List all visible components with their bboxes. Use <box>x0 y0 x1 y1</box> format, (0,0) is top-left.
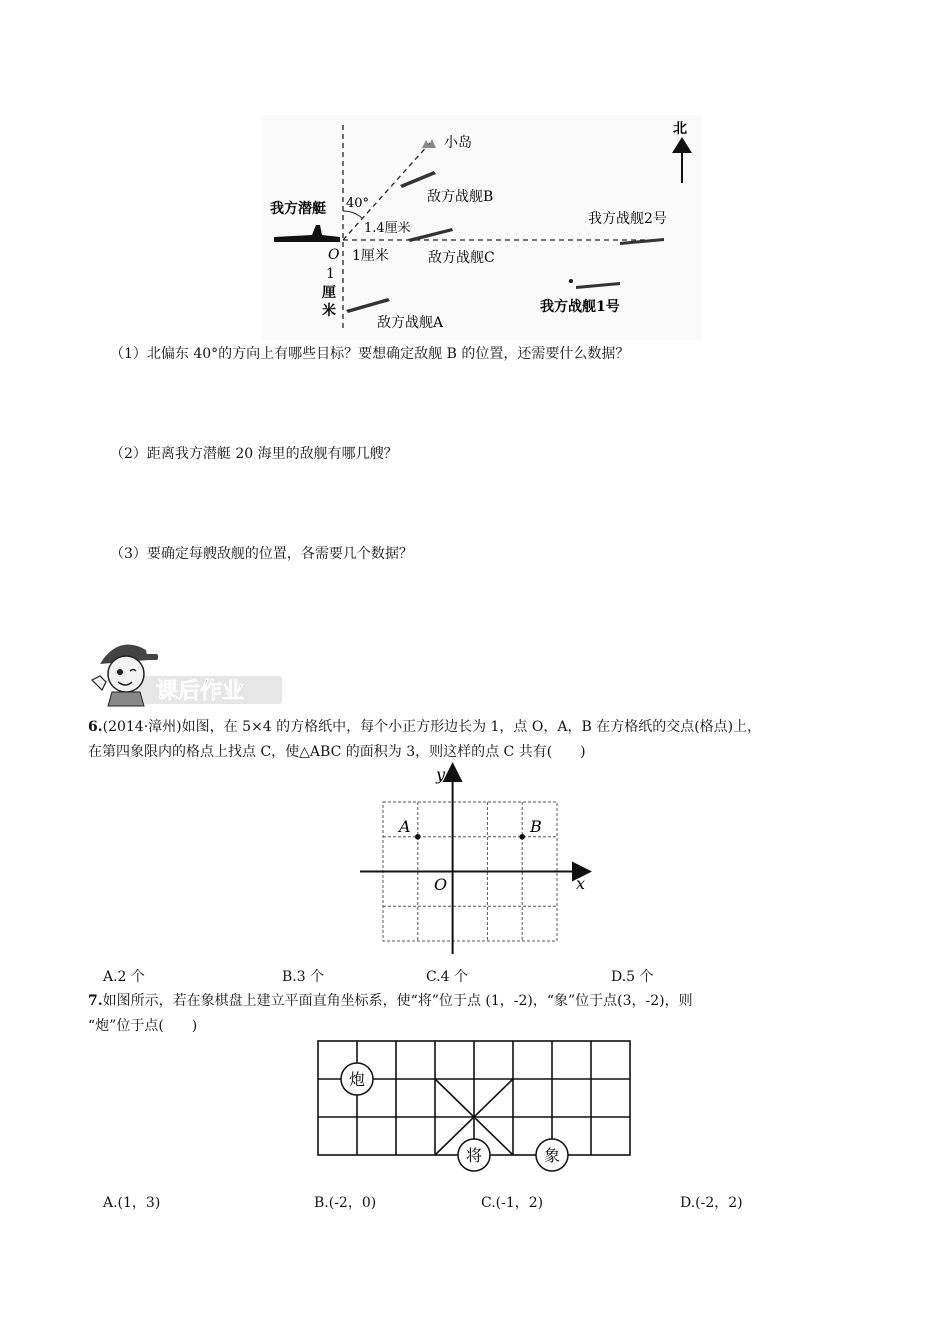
point-b-label: B <box>530 817 542 836</box>
unit-h-label: 1厘米 <box>352 248 389 264</box>
q6-option-a[interactable]: A.2 个 <box>103 969 145 985</box>
enemy-b-label: 敌方战舰B <box>427 189 494 205</box>
question-7-number: 7. <box>88 993 103 1009</box>
distance-label: 1.4厘米 <box>364 221 411 236</box>
q7-option-d[interactable]: D.(-2，2) <box>680 1195 743 1211</box>
x-axis-label: x <box>576 874 586 893</box>
q7-option-c[interactable]: C.(-1，2) <box>481 1195 544 1211</box>
homework-banner <box>86 636 286 708</box>
our-ship-2-label: 我方战舰2号 <box>588 211 667 227</box>
grid-figure <box>350 762 595 957</box>
unit-v-1: 1 <box>326 266 335 282</box>
enemy-a-label: 敌方战舰A <box>377 315 444 331</box>
piece-jiang-label: 将 <box>465 1146 483 1165</box>
piece-xiang <box>536 1139 568 1171</box>
banner-title: 课后作业 <box>156 679 245 704</box>
unit-v-3: 米 <box>322 303 336 319</box>
piece-pao <box>341 1063 373 1095</box>
question-2: （2）距离我方潜艇 20 海里的敌舰有哪几艘？ <box>110 446 398 462</box>
point-a-label: A <box>399 817 411 836</box>
question-1: （1）北偏东 40°的方向上有哪些目标？要想确定敌舰 B 的位置，还需要什么数据？ <box>110 346 630 362</box>
origin-label: O <box>328 247 340 263</box>
question-6-line1 <box>88 716 761 738</box>
question-7-text1: 如图所示，若在象棋盘上建立平面直角坐标系，使“将”位于点 (1，-2)，“象”位于点(3，-2)，则 <box>102 993 693 1009</box>
our-sub-label: 我方潜艇 <box>270 201 326 217</box>
question-3: （3）要确定每艘敌舰的位置，各需要几个数据？ <box>110 546 413 562</box>
question-6-number: 6. <box>88 719 103 735</box>
our-ship-1-label: 我方战舰1号 <box>540 299 620 315</box>
angle-label: 40° <box>346 196 370 211</box>
north-label: 北 <box>673 121 687 137</box>
question-6-text1: (2014·漳州)如图，在 5×4 的方格纸中，每个小正方形边长为 1，点 O，A，B 在方格纸的交点(格点)上， <box>102 719 762 735</box>
point-b <box>519 834 525 840</box>
point-a <box>415 834 421 840</box>
question-7-line1 <box>88 990 693 1012</box>
question-7-line2: “炮”位于点( ) <box>88 1018 198 1034</box>
q6-option-c[interactable]: C.4 个 <box>426 969 469 985</box>
q7-option-a[interactable]: A.(1，3) <box>103 1195 161 1211</box>
piece-xiang-label: 象 <box>543 1146 561 1165</box>
q7-option-b[interactable]: B.(-2，0) <box>314 1195 377 1211</box>
unit-v-2: 厘 <box>322 285 336 301</box>
origin-o-label: O <box>434 875 448 894</box>
question-6-line2: 在第四象限内的格点上找点 C，使△ABC 的面积为 3，则这样的点 C 共有( ) <box>88 744 586 760</box>
q6-option-b[interactable]: B.3 个 <box>282 969 325 985</box>
enemy-c-label: 敌方战舰C <box>428 250 495 266</box>
island-label: 小岛 <box>444 135 472 151</box>
ship-position-figure <box>262 115 702 340</box>
our-ship-1-dot <box>569 279 573 283</box>
q6-option-d[interactable]: D.5 个 <box>611 969 654 985</box>
piece-pao-label: 炮 <box>348 1070 366 1089</box>
piece-jiang <box>458 1139 490 1171</box>
chess-board-figure <box>316 1039 634 1179</box>
y-axis-label: y <box>436 765 446 784</box>
